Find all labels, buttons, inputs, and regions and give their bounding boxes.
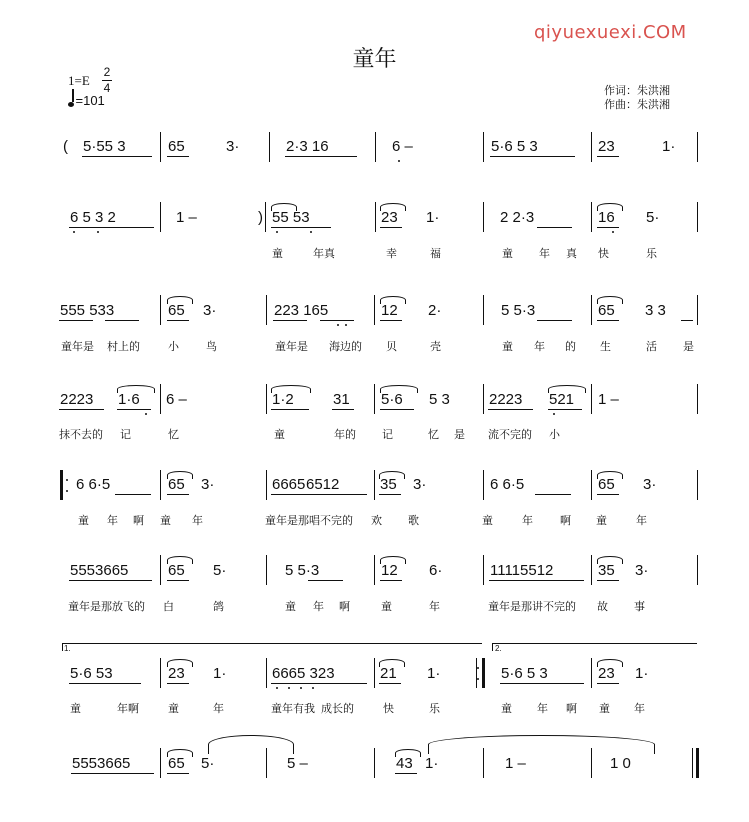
note-group: 3·: [413, 476, 427, 493]
note-group: 2 2·3: [500, 209, 535, 226]
note-group: 43: [396, 755, 413, 772]
meter-top: 2: [103, 65, 111, 79]
note-group: 5553665: [70, 562, 129, 579]
note-group: 35: [598, 562, 615, 579]
lyric: 活: [646, 340, 657, 353]
note-group: 6 –: [166, 391, 187, 408]
lyric: 福: [430, 247, 441, 260]
lyric: 童: [482, 514, 493, 527]
lyric: 幸: [386, 247, 397, 260]
lyric: 童: [78, 514, 89, 527]
quarter-note-icon: [68, 102, 74, 107]
note-group: 5·6: [381, 391, 403, 408]
lyric: 壳: [430, 340, 441, 353]
lyric: 真: [566, 247, 577, 260]
note-group: 1·2: [272, 391, 294, 408]
note-group: 35: [380, 476, 397, 493]
note-group: 6665 323: [272, 665, 335, 682]
note-group: 23: [381, 209, 398, 226]
lyric: 年: [213, 702, 224, 715]
watermark: qiyuexuexi.COM: [534, 22, 687, 43]
lyric: 年: [636, 514, 647, 527]
note-group: 6512: [306, 476, 340, 493]
lyric: 年: [429, 600, 440, 613]
lyric: 年: [107, 514, 118, 527]
note-group: 6·: [429, 562, 443, 579]
note-group: 65: [168, 755, 185, 772]
lyric: 啊: [566, 702, 577, 715]
lyric: 童年是那唱不完的: [265, 514, 353, 527]
note-group: 521: [549, 391, 575, 408]
note-group: 21: [380, 665, 397, 682]
note-group: 2223: [60, 391, 94, 408]
repeat-start-bar: [60, 470, 63, 500]
note-group: 65: [168, 302, 185, 319]
lyric: 童: [272, 247, 283, 260]
lyric: 事: [634, 600, 645, 613]
composer: 作曲：朱洪湘: [604, 98, 670, 111]
lyric: 童年是那放飞的: [68, 600, 145, 613]
note-group: 3 3: [645, 302, 666, 319]
lyric: 童年是: [275, 340, 308, 353]
lyric: 乐: [429, 702, 440, 715]
note-group: 5553665: [72, 755, 131, 772]
lyric: 鸟: [206, 340, 217, 353]
lyric: 年: [534, 340, 545, 353]
lyric: 童年有我: [271, 702, 315, 715]
lyric: 生: [600, 340, 611, 353]
lyric: 故: [597, 600, 608, 613]
note-group: 1·: [662, 138, 676, 155]
lyric: 童: [502, 247, 513, 260]
lyric: 童: [285, 600, 296, 613]
lyric: 年: [522, 514, 533, 527]
note-group: 1·: [426, 209, 440, 226]
note-group: 6 6·5: [76, 476, 111, 493]
lyricist: 作词：朱洪湘: [604, 84, 670, 97]
lyric: 欢: [371, 514, 382, 527]
song-title: 童年: [352, 47, 397, 72]
lyric: 海边的: [329, 340, 362, 353]
volta-2-label: 2.: [495, 644, 502, 653]
lyric: 年啊: [117, 702, 139, 715]
lyric: 村上的: [107, 340, 140, 353]
lyric: 忆: [428, 428, 439, 441]
lyric: 记: [382, 428, 393, 441]
note-group: 3·: [635, 562, 649, 579]
note-group: 65: [598, 302, 615, 319]
note-group: 555 533: [60, 302, 115, 319]
note-group: 223 165: [274, 302, 329, 319]
note-group: 3·: [201, 476, 215, 493]
note-group: 5·: [213, 562, 227, 579]
note-group: 3·: [643, 476, 657, 493]
note-group: 12: [381, 562, 398, 579]
note-group: 16: [598, 209, 615, 226]
lyric: 啊: [339, 600, 350, 613]
lyric: 年真: [313, 247, 335, 260]
note-group: 2·3 16: [286, 138, 329, 155]
lyric: 是: [683, 340, 694, 353]
repeat-end-bar: [482, 658, 485, 688]
note-group: 5·55 3: [83, 138, 126, 155]
lyric: 童: [502, 340, 513, 353]
credits: [604, 84, 670, 112]
lyric: 是: [454, 428, 465, 441]
volta-2-bracket: [492, 643, 697, 644]
note-group: 55 53: [272, 209, 310, 226]
note-group: 3·: [203, 302, 217, 319]
lyric: 童: [596, 514, 607, 527]
note-group: 11115512: [490, 562, 554, 579]
note-group: 5·6 5 3: [491, 138, 538, 155]
note-group: 5·: [646, 209, 660, 226]
note-group: 5 5·3: [501, 302, 536, 319]
key-signature: 1=E: [68, 73, 90, 88]
lyric: 童: [70, 702, 81, 715]
lyric: 年: [192, 514, 203, 527]
lyric: 成长的: [321, 702, 354, 715]
volta-1-label: 1.: [64, 644, 71, 653]
lyric: 年: [313, 600, 324, 613]
lyric: 童: [599, 702, 610, 715]
note-group: 6 –: [392, 138, 413, 155]
note-group: 65: [168, 476, 185, 493]
note-group: 6 5 3 2: [70, 209, 116, 226]
note-group: 65: [168, 562, 185, 579]
lyric: 记: [120, 428, 131, 441]
lyric: 忆: [168, 428, 179, 441]
lyric: 年: [537, 702, 548, 715]
lyric: 童: [160, 514, 171, 527]
tempo-marking: =101: [68, 92, 105, 108]
note-group: 5 5·3: [285, 562, 320, 579]
note-group: 31: [333, 391, 350, 408]
lyric: 白: [163, 600, 174, 613]
note-group: 2223: [489, 391, 523, 408]
lyric: 年: [539, 247, 550, 260]
lyric: 童年是那讲不完的: [488, 600, 576, 613]
meter-bottom: 4: [103, 81, 111, 95]
note-group: 5·6 53: [70, 665, 113, 682]
volta-1-bracket: [62, 643, 482, 644]
lyric: 快: [383, 702, 394, 715]
note-group: 23: [598, 138, 615, 155]
lyric: 鸽: [213, 600, 224, 613]
lyric: 啊: [560, 514, 571, 527]
note-group: 6 6·5: [490, 476, 525, 493]
note-group: 3·: [226, 138, 240, 155]
note-group: 1 –: [176, 209, 197, 226]
note-group: 1 –: [505, 755, 526, 772]
note-group: 5·: [201, 755, 215, 772]
note-group: 6665: [272, 476, 306, 493]
lyric: 抹不去的: [59, 428, 103, 441]
note-group: 12: [381, 302, 398, 319]
note-group: 23: [168, 665, 185, 682]
note-group: 2·: [428, 302, 442, 319]
lyric: 快: [598, 247, 609, 260]
lyric: 贝: [386, 340, 397, 353]
note-group: 1·: [425, 755, 439, 772]
note-group: 1·: [427, 665, 441, 682]
lyric: 的: [565, 340, 576, 353]
lyric: 流不完的: [488, 428, 532, 441]
lyric: 小: [549, 428, 560, 441]
lyric: 歌: [408, 514, 419, 527]
lyric: 乐: [646, 247, 657, 260]
lyric: 啊: [133, 514, 144, 527]
lyric: 童年是: [61, 340, 94, 353]
final-bar: [696, 748, 699, 778]
note-group: (: [63, 138, 68, 155]
lyric: 童: [168, 702, 179, 715]
note-group: 1·: [635, 665, 649, 682]
note-group: 1·6: [118, 391, 140, 408]
note-group: 1·: [213, 665, 227, 682]
lyric: 童: [381, 600, 392, 613]
lyric: 童: [274, 428, 285, 441]
lyric: 年: [634, 702, 645, 715]
note-group: 5 –: [287, 755, 308, 772]
note-group: 1 0: [610, 755, 631, 772]
lyric: 小: [168, 340, 179, 353]
note-group: 5 3: [429, 391, 450, 408]
note-group: 23: [598, 665, 615, 682]
note-group: ): [258, 209, 263, 226]
note-group: 65: [168, 138, 185, 155]
lyric: 年的: [334, 428, 356, 441]
note-group: 65: [598, 476, 615, 493]
time-signature: [102, 66, 112, 95]
note-group: 1 –: [598, 391, 619, 408]
lyric: 童: [501, 702, 512, 715]
note-group: 5·6 5 3: [501, 665, 548, 682]
